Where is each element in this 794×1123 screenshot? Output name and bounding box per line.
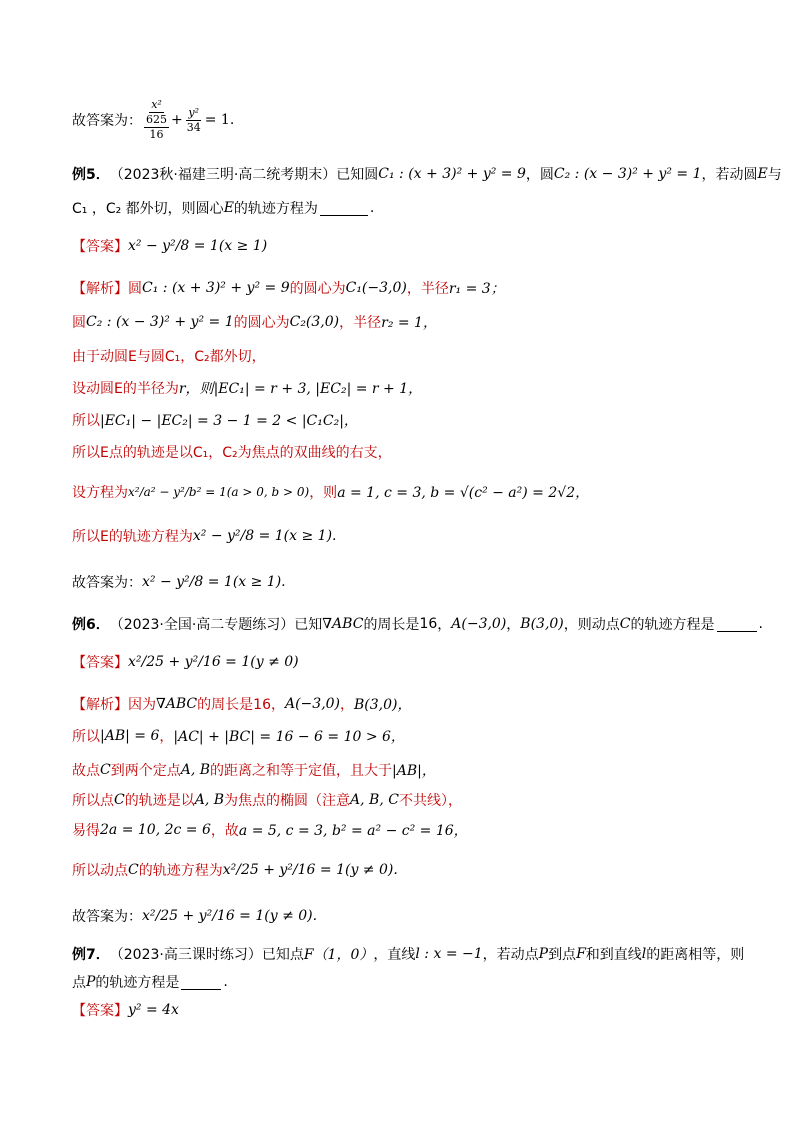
- example-label: 例5．: [72, 167, 110, 183]
- analysis-tag: 【解析】: [72, 697, 128, 713]
- ex5-analysis-line1: 【解析】 圆 C₁ : (x + 3)² + y² = 9 的圆心为 C₁(−3,0) ，半径 r₁ = 3；: [72, 280, 505, 297]
- answer-tag: 【答案】: [72, 239, 128, 255]
- answer-blank: [181, 975, 221, 990]
- prev-answer-line: 故答案为： x² 625 16 + $\frac{\text{y²}}{34}$ = 1.: [72, 98, 235, 141]
- answer-tag: 【答案】: [72, 1003, 128, 1019]
- ex5-analysis-line2: 圆 C₂ : (x − 3)² + y² = 1 的圆心为 C₂(3,0) ，半径 r₂ = 1，: [72, 314, 437, 331]
- ex5-answer: 【答案】 x² − y²/8 = 1(x ≥ 1): [72, 238, 268, 255]
- ex5-analysis-line4: 设动圆E的半径为 r，则 |EC₁| = r + 3, |EC₂| = r + 1，: [72, 381, 423, 397]
- example-label: 例7．: [72, 947, 110, 963]
- ex5-analysis-line5: 所以 |EC₁| − |EC₂| = 3 − 1 = 2 < |C₁C₂|，: [72, 413, 358, 429]
- ex5-final-answer: 故答案为： x² − y²/8 = 1(x ≥ 1).: [72, 574, 286, 591]
- ex6-analysis-line3: 故点 C 到两个定点 A, B 的距离之和等于定值，且大于 |AB|，: [72, 762, 436, 779]
- ex5-question-line2: C₁ ，C₂ 都外切，则圆心 E 的轨迹方程为 .: [72, 200, 375, 217]
- ex6-analysis-line4: 所以点 C 的轨迹是以 A, B 为焦点的椭圆（注意 A, B, C 不共线），: [72, 792, 462, 809]
- example-label: 例6．: [72, 617, 110, 633]
- ex6-analysis-line6: 所以动点 C 的轨迹方程为 x²/25 + y²/16 = 1(y ≠ 0).: [72, 862, 398, 879]
- ex5-analysis-line3: 由于动圆E与圆C₁，C₂都外切，: [72, 349, 266, 365]
- ex5-analysis-line8: 所以E的轨迹方程为 x² − y²/8 = 1(x ≥ 1).: [72, 528, 337, 545]
- answer-label: 故答案为：: [72, 113, 142, 129]
- ex5-analysis-line6: 所以E点的轨迹是以C₁，C₂为焦点的双曲线的右支，: [72, 445, 392, 461]
- ex6-question: 例6． （2023·全国·高二专题练习） 已知 ∇ABC 的周长是 16 ， A(−3,0) ， B(3,0) ，则动点 C 的轨迹方程是 .: [72, 616, 763, 633]
- ex6-analysis-line1: 【解析】 因为 ∇ABC 的周长是 16， A(−3,0) ， B(3,0)，: [72, 696, 412, 713]
- ex6-analysis-line5: 易得 2a = 10, 2c = 6 ，故 a = 5, c = 3, b² = a² − c² = 16，: [72, 822, 468, 839]
- analysis-tag: 【解析】: [72, 281, 128, 297]
- ex6-analysis-line2: 所以 |AB| = 6 ， |AC| + |BC| = 16 − 6 = 10 > 6，: [72, 728, 405, 745]
- ex7-question-line2: 点 P 的轨迹方程是 .: [72, 974, 228, 991]
- answer-blank: [320, 201, 368, 216]
- ex6-answer: 【答案】 x²/25 + y²/16 = 1(y ≠ 0): [72, 654, 299, 671]
- ex5-analysis-line7: 设方程为 x²/a² − y²/b² = 1(a > 0, b > 0) ，则 a = 1, c = 3, b = √(c² − a²) = 2√2，: [72, 485, 590, 501]
- ex5-question-line1: 例5． （2023秋·福建三明·高二统考期末） 已知圆 C₁ : (x + 3)² + y² = 9 ，圆 C₂ : (x − 3)² + y² = 1 ，若动圆 E 与: [72, 166, 782, 183]
- ex7-question-line1: 例7． （2023·高三课时练习） 已知点 F（1，0） ，直线 l : x = −1 ，若动点 P 到点 F 和到直线 l 的距离相等，则: [72, 946, 745, 963]
- ex6-final-answer: 故答案为： x²/25 + y²/16 = 1(y ≠ 0).: [72, 908, 318, 925]
- fraction: $\frac{\text{y²}}{34}$: [186, 105, 201, 134]
- fraction: x² 625 16: [146, 98, 167, 141]
- ex7-answer: 【答案】 y² = 4x: [72, 1002, 179, 1019]
- answer-blank: [717, 617, 757, 632]
- answer-tag: 【答案】: [72, 655, 128, 671]
